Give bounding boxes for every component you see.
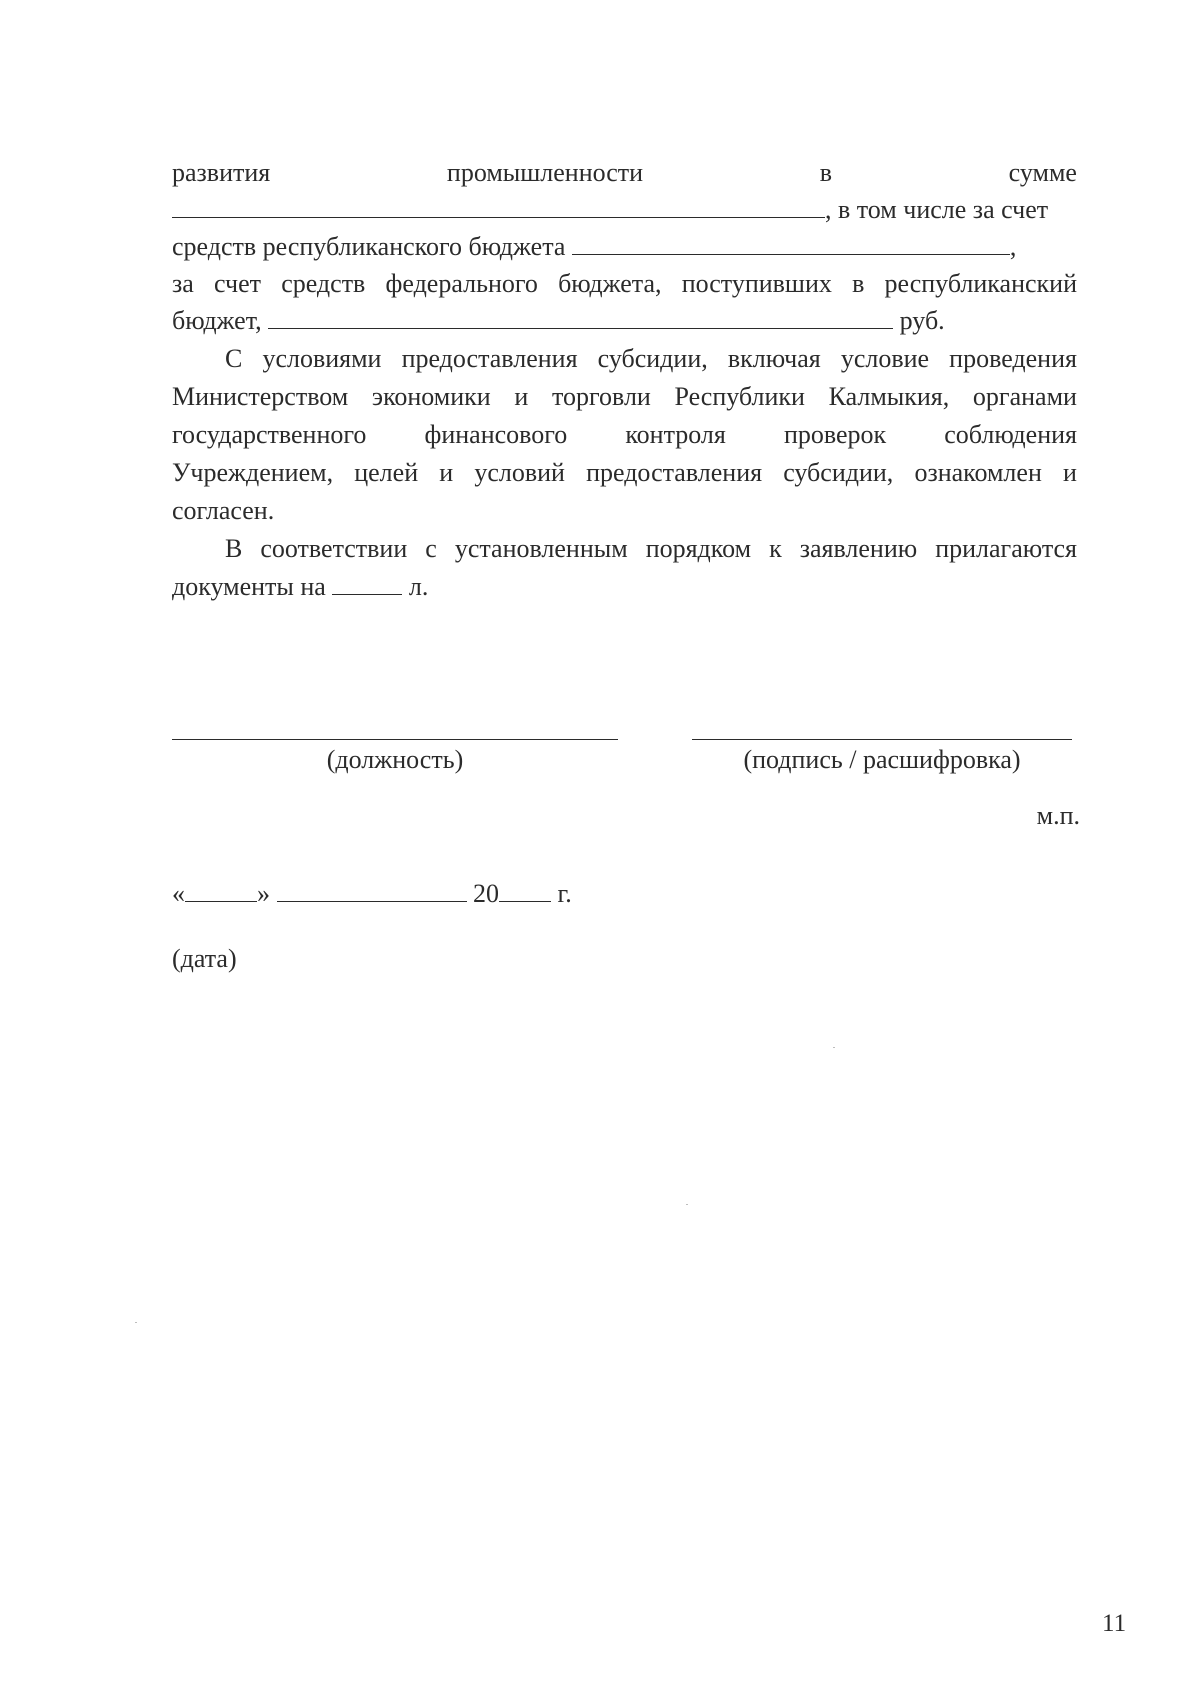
word: предоставления: [401, 344, 578, 373]
word: целей: [354, 458, 419, 487]
line3-tail: ,: [1009, 232, 1017, 261]
para3-line-2: [172, 568, 1077, 605]
year-suffix: г.: [557, 879, 572, 908]
sheets-count-blank[interactable]: [332, 570, 402, 595]
body-line-5: [172, 302, 1077, 339]
para3-line-1: [225, 530, 1077, 567]
line3-text: средств республиканского бюджета: [172, 232, 566, 261]
word: за: [172, 269, 194, 298]
word: к: [769, 534, 782, 563]
close-quote: »: [257, 879, 270, 908]
word: условие: [840, 344, 930, 373]
word: промышленности: [446, 158, 644, 187]
scan-speck: [135, 1322, 137, 1323]
word: республиканский: [884, 269, 1077, 298]
word: проведения: [949, 344, 1077, 373]
word: Министерством: [172, 382, 349, 411]
page-number: 11: [1102, 1610, 1127, 1637]
line-head: документы на: [172, 572, 326, 601]
word: и: [514, 382, 529, 411]
word: поступивших: [681, 269, 832, 298]
word: Калмыкия,: [828, 382, 950, 411]
word: в: [819, 158, 833, 187]
word: В: [225, 534, 243, 563]
body-line-1: [172, 154, 1077, 191]
para2-line-4: [172, 454, 1077, 491]
word: заявлению: [799, 534, 918, 563]
body-line-4: [172, 265, 1077, 302]
scan-speck: [686, 1204, 688, 1205]
line2-tail: , в том числе за счет: [825, 195, 1049, 224]
scan-speck: [833, 1047, 835, 1048]
body-line-2: [172, 191, 1077, 228]
open-quote: «: [172, 879, 185, 908]
amount-blank[interactable]: [172, 193, 825, 218]
stamp-label: м.п.: [1036, 801, 1080, 830]
signature-caption: (подпись / расшифровка): [743, 745, 1021, 774]
word: органами: [972, 382, 1077, 411]
word: предоставления: [586, 458, 763, 487]
word: Республики: [674, 382, 805, 411]
word: субсидии,: [783, 458, 894, 487]
day-blank[interactable]: [185, 877, 257, 902]
para2-line-2: [172, 378, 1077, 415]
word: в: [852, 269, 865, 298]
year-blank[interactable]: [499, 877, 551, 902]
word: государственного: [172, 420, 367, 449]
date-caption: (дата): [172, 944, 237, 973]
word: согласен.: [172, 496, 275, 525]
word: счет: [214, 269, 261, 298]
word: соответствии: [260, 534, 408, 563]
date-line: [172, 875, 1077, 912]
word: торговли: [551, 382, 651, 411]
position-line[interactable]: [172, 739, 618, 740]
word: федерального: [385, 269, 538, 298]
federal-budget-blank[interactable]: [268, 304, 893, 329]
word: С: [225, 344, 243, 373]
para2-line-1: [225, 340, 1077, 377]
month-blank[interactable]: [277, 877, 467, 902]
line5-tail: руб.: [899, 306, 945, 335]
word: проверок: [783, 420, 887, 449]
word: условиями: [262, 344, 382, 373]
body-line-3: [172, 228, 1077, 265]
para2-line-3: [172, 416, 1077, 453]
line-tail: л.: [408, 572, 429, 601]
word: сумме: [1008, 158, 1077, 187]
word: Учреждением,: [172, 458, 334, 487]
word: соблюдения: [944, 420, 1077, 449]
word: финансового: [424, 420, 568, 449]
para2-line-5: [172, 492, 1077, 529]
year-prefix: 20: [473, 879, 499, 908]
word: порядком: [645, 534, 752, 563]
word: средств: [281, 269, 366, 298]
word: условий: [474, 458, 565, 487]
word: контроля: [625, 420, 726, 449]
word: развития: [172, 158, 271, 187]
republic-budget-blank[interactable]: [572, 230, 1010, 255]
position-caption: (должность): [326, 745, 464, 774]
word: установленным: [454, 534, 628, 563]
line5-head: бюджет,: [172, 306, 262, 335]
word: ознакомлен: [914, 458, 1042, 487]
word: субсидии,: [597, 344, 708, 373]
word: прилагаются: [935, 534, 1077, 563]
signature-line[interactable]: [692, 739, 1072, 740]
word: экономики: [371, 382, 491, 411]
word: с: [425, 534, 437, 563]
word: бюджета,: [558, 269, 662, 298]
word: включая: [727, 344, 821, 373]
word: и: [1063, 458, 1077, 487]
word: и: [439, 458, 454, 487]
